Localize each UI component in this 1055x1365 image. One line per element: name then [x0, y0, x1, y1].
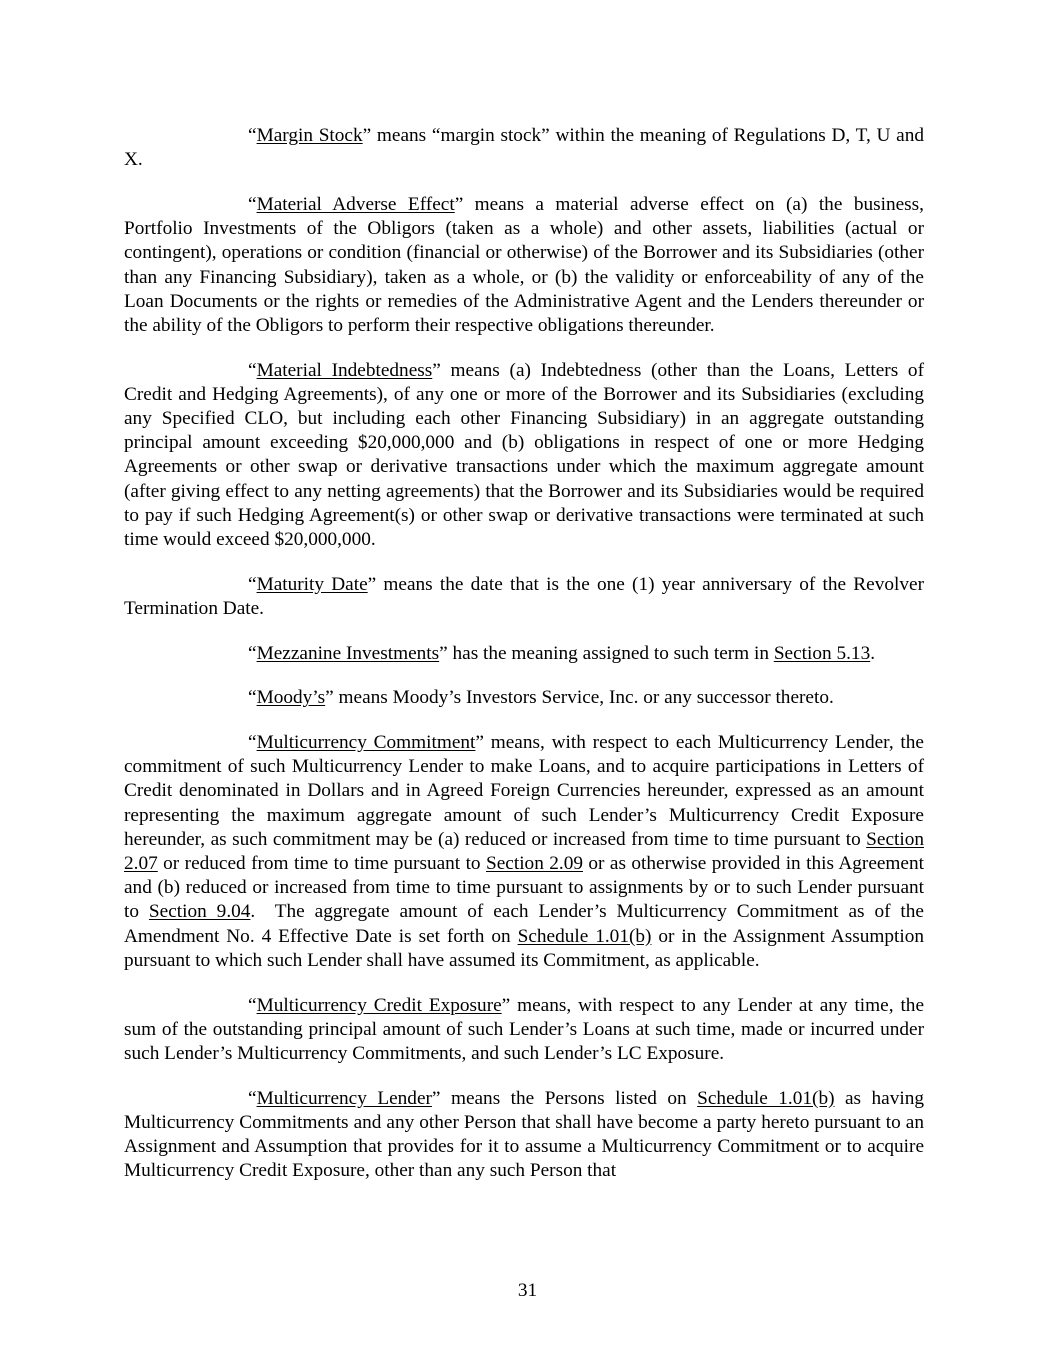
page-number: 31	[517, 1280, 538, 1301]
defined-term: Material Indebtedness	[256, 359, 433, 381]
definition-text: ” has the meaning assigned to such term in	[439, 642, 774, 664]
definition-text: ” means “margin stock” within the meaning of Regulations D, T, U and X.	[124, 125, 924, 171]
defined-term: Maturity Date	[256, 573, 368, 595]
defined-term: Mezzanine Investments	[256, 642, 440, 664]
schedule-reference: Schedule 1.01(b)	[697, 1087, 835, 1109]
definition-text: ” means the date that is the one (1) year anniversary of the Revolver Termination Date.	[124, 573, 924, 619]
definition-text: ” means a material adverse effect on (a) the business, Portfolio Investments of the Obligors (taken as a whole) and other assets, liabilities (actual or contingent), operations or condition (financial or otherwise) of the Borrower and its Subsidiaries (other than any Financing Subsidiary), taken as a whole, or (b) the validity or enforceability of any of the Loan Documents or the rights or remedies of the Administrative Agent and the Lenders thereunder or the ability of the Obligors to perform their respective obligations thereunder.	[124, 193, 924, 336]
defined-term: Margin Stock	[256, 125, 363, 146]
defined-term: Moody’s	[256, 687, 326, 709]
definition-multicurrency-credit-exposure: “Multicurrency Credit Exposure” means, with respect to any Lender at any time, the sum of the outstanding principal amount of such Lender’s Loans at such time, made or incurred under such Lender’s Multicurrency Commitments, and such Lender’s LC Exposure.	[124, 994, 924, 1064]
section-reference: Section 9.04	[148, 901, 251, 923]
definition-mezzanine-investments: “Mezzanine Investments” has the meaning assigned to such term in Section 5.13.	[248, 642, 876, 664]
definition-text: ” means (a) Indebtedness (other than the Loans, Letters of Credit and Hedging Agreements), of any one or more of the Borrower and its Subsidiaries (excluding any Specified CLO, but including each other Financing Subsidiary) in an aggregate outstanding principal amount exceeding $20,000,000 and (b) obligations in respect of one or more Hedging Agreements or other swap or derivative transactions under which the maximum aggregate amount (after giving effect to any netting agreements) that the Borrower and its Subsidiaries would be required to pay if such Hedging Agreement(s) or other swap or derivative transactions were terminated at such time would exceed $20,000,000.	[124, 359, 924, 551]
document-body	[124, 124, 928, 1204]
section-reference: Section 2.07	[124, 828, 924, 875]
section-reference: Section 5.13	[773, 642, 871, 664]
definition-material-adverse-effect: “Material Adverse Effect” means a material adverse effect on (a) the business, Portfolio Investments of the Obligors (taken as a whole) and other assets, liabilities (actual or contingent), operations or condition (financial or otherwise) of the Borrower and its Subsidiaries (other than any Financing Subsidiary), taken as a whole, or (b) the validity or enforceability of any of the Loan Documents or the rights or remedies of the Administrative Agent and the Lenders thereunder or the ability of the Obligors to perform their respective obligations thereunder.	[124, 193, 924, 336]
definition-material-indebtedness: “Material Indebtedness” means (a) Indebtedness (other than the Loans, Letters of Credit and Hedging Agreements), of any one or more of the Borrower and its Subsidiaries (excluding any Specified CLO, but including each other Financing Subsidiary) in an aggregate outstanding principal amount exceeding $20,000,000 and (b) obligations in respect of one or more Hedging Agreements or other swap or derivative transactions under which the maximum aggregate amount (after giving effect to any netting agreements) that the Borrower and its Subsidiaries would be required to pay if such Hedging Agreement(s) or other swap or derivative transactions were terminated at such time would exceed $20,000,000.	[124, 359, 924, 551]
definition-moodys: “Moody’s” means Moody’s Investors Service, Inc. or any successor thereto.	[248, 687, 834, 709]
definition-multicurrency-commitment: “Multicurrency Commitment” means, with respect to each Multicurrency Lender, the commitment of such Multicurrency Lender to make Loans, and to acquire participations in Letters of Credit denominated in Dollars and in Agreed Foreign Currencies hereunder, expressed as an amount representing the maximum aggregate amount of such Lender’s Multicurrency Credit Exposure hereunder, as such commitment may be (a) reduced or increased from time to time pursuant to Section 2.07 or reduced from time to time pursuant to Section 2.09 or as otherwise provided in this Agreement and (b) reduced or increased from time to time pursuant to assignments by or to such Lender pursuant to Section 9.04. The aggregate amount of each Lender’s Multicurrency Commitment as of the Amendment No. 4 Effective Date is set forth on Schedule 1.01(b) or in the Assignment Assumption pursuant to which such Lender shall have assumed its Commitment, as applicable.	[124, 732, 928, 971]
definition-multicurrency-lender: “Multicurrency Lender” means the Persons listed on Schedule 1.01(b) as having Multicurrency Commitments and any other Person that shall have become a party hereto pursuant to an Assignment and Assumption that provides for it to assume a Multicurrency Commitment or to acquire Multicurrency Credit Exposure, other than any such Person that	[124, 1087, 924, 1182]
section-reference: Section 2.09	[486, 853, 583, 875]
defined-term: Multicurrency Commitment	[256, 732, 476, 754]
definition-text: ” means, with respect to any Lender at any time, the sum of the outstanding principal amount of such Lender’s Loans at such time, made or incurred under such Lender’s Multicurrency Commitments, and such Lender’s LC Exposure.	[124, 994, 924, 1064]
definition-text: ” means the Persons listed on	[431, 1087, 698, 1109]
schedule-reference: Schedule 1.01(b)	[517, 925, 652, 947]
definition-margin-stock: “Margin Stock” means “margin stock” within the meaning of Regulations D, T, U and X.	[124, 125, 924, 171]
definition-maturity-date: “Maturity Date” means the date that is the one (1) year anniversary of the Revolver Termination Date.	[124, 573, 924, 619]
defined-term: Multicurrency Credit Exposure	[256, 994, 502, 1016]
definition-text: ” means, with respect to each Multicurrency Lender, the commitment of such Multicurrency Lender to make Loans, and to acquire participations in Letters of Credit denominated in Dollars and in Agreed Foreign Currencies hereunder, expressed as an amount representing the maximum aggregate amount of such Lender’s Multicurrency Credit Exposure hereunder, as such commitment may be (a) reduced or increased from time to time pursuant to	[124, 732, 924, 850]
defined-term: Multicurrency Lender	[256, 1087, 432, 1109]
definition-text: ” means Moody’s Investors Service, Inc. or any successor thereto.	[325, 687, 834, 709]
defined-term: Material Adverse Effect	[256, 193, 455, 215]
